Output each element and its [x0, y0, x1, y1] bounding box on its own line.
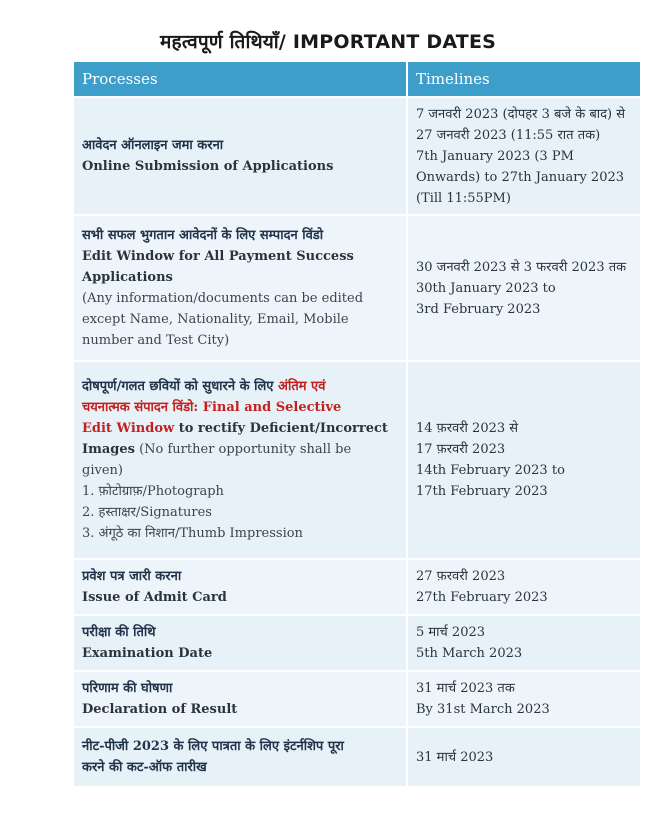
timeline-cell: [407, 361, 640, 559]
timeline-line: 31 मार्च 2023: [416, 749, 494, 765]
process-hindi: नीट-पीजी 2023 के लिए पात्रता के लिए इंटर्नशिप पूरा: [82, 739, 344, 754]
timeline-cell: [407, 671, 640, 727]
timeline-line: 14th February 2023 to: [416, 463, 565, 478]
process-hindi: आवेदन ऑनलाइन जमा करना: [82, 138, 224, 153]
page-title: महत्वपूर्ण तिथियाँ/ IMPORTANT DATES: [159, 31, 497, 53]
timeline-line: 5th March 2023: [416, 646, 523, 661]
timeline-line: By 31st March 2023: [416, 702, 550, 717]
process-hindi: परिणाम की घोषणा: [82, 681, 173, 696]
timeline-line: 27th February 2023: [416, 590, 548, 605]
process-english: Online Submission of Applications: [82, 159, 334, 174]
process-english: Edit Window for All Payment Success: [82, 249, 354, 264]
process-hindi: [82, 397, 398, 418]
timeline-line: 14 फ़रवरी 2023 से: [416, 421, 519, 436]
table-row-edit-window: [73, 215, 640, 361]
process-note: (Any information/documents can be edited: [82, 291, 364, 306]
header-timelines: Timelines: [407, 61, 640, 97]
timeline-line: Onwards) to 27th January 2023: [416, 169, 625, 185]
timeline-line: 3rd February 2023: [416, 301, 541, 317]
list-item-photograph: 1. फ़ोटोग्राफ़/Photograph: [82, 484, 224, 499]
process-english-highlight: Edit Window: [82, 421, 175, 436]
process-hindi: परीक्षा की तिथि: [82, 625, 156, 640]
timeline-line: 27 जनवरी 2023 (11:55 रात तक): [416, 127, 601, 143]
list-item-signatures: 2. हस्ताक्षर/Signatures: [82, 505, 212, 520]
timeline-cell: [407, 97, 640, 215]
timeline-cell: [407, 559, 640, 615]
timeline-line: 5 मार्च 2023: [416, 625, 486, 640]
process-cell: [73, 559, 407, 615]
process-note: except Name, Nationality, Email, Mobile: [82, 312, 349, 327]
timeline-cell: [407, 215, 640, 361]
timeline-line: 31 मार्च 2023 तक: [416, 681, 515, 696]
process-english: Examination Date: [82, 646, 213, 661]
timeline-line: 7th January 2023 (3 PM: [416, 148, 574, 164]
timeline-line: 17 फ़रवरी 2023: [416, 442, 506, 457]
timeline-line: 27 फ़रवरी 2023: [416, 569, 506, 584]
timeline-line: 17th February 2023: [416, 484, 548, 499]
table-header-row: [73, 61, 640, 97]
header-processes: Processes: [73, 61, 407, 97]
process-hindi: करने की कट-ऑफ तारीख: [82, 760, 207, 775]
timeline-cell: [407, 727, 640, 787]
important-dates-table: [72, 60, 640, 788]
table-row-examination-date: [73, 615, 640, 671]
timeline-line: 30 जनवरी 2023 से 3 फरवरी 2023 तक: [416, 259, 627, 275]
process-note: number and Test City): [82, 333, 230, 348]
process-cell: [73, 615, 407, 671]
process-english: Applications: [82, 270, 173, 285]
process-hindi: [82, 376, 398, 397]
table-row-declaration-result: [73, 671, 640, 727]
process-english: Declaration of Result: [82, 702, 238, 717]
process-hindi-highlight: चयनात्मक संपादन विंडो:: [82, 400, 199, 415]
process-hindi: प्रवेश पत्र जारी करना: [82, 569, 182, 584]
process-cell: [73, 671, 407, 727]
process-english-bold: Images: [82, 442, 135, 457]
list-item-thumb-impression: 3. अंगूठे का निशान/Thumb Impression: [82, 526, 303, 541]
timeline-line: 30th January 2023 to: [416, 280, 556, 296]
timeline-line: (Till 11:55PM): [416, 190, 511, 206]
process-english: [82, 439, 398, 460]
table-row-online-submission: [73, 97, 640, 215]
timeline-line: 7 जनवरी 2023 (दोपहर 3 बजे के बाद) से: [416, 106, 626, 122]
process-english: Issue of Admit Card: [82, 590, 227, 605]
important-dates-table-wrapper: [72, 60, 640, 800]
process-english: [82, 418, 398, 439]
table-row-final-edit-window: [73, 361, 640, 559]
process-hindi-highlight: अंतिम एवं: [278, 379, 326, 394]
process-cell: [73, 215, 407, 361]
timeline-cell: [407, 615, 640, 671]
process-hindi-text: दोषपूर्ण/गलत छवियों को सुधारने के लिए: [82, 379, 274, 394]
process-cell: [73, 361, 407, 559]
process-english-text: to rectify Deficient/Incorrect: [178, 421, 388, 436]
table-row-internship-cutoff: [73, 727, 640, 787]
table-row-admit-card: [73, 559, 640, 615]
process-note: given): [82, 463, 123, 478]
process-hindi: सभी सफल भुगतान आवेदनों के लिए सम्पादन विंडो: [82, 228, 324, 243]
process-cell: [73, 97, 407, 215]
process-cell: [73, 727, 407, 787]
process-note: (No further opportunity shall be: [139, 442, 352, 457]
process-english-highlight: Final and Selective: [202, 400, 342, 415]
